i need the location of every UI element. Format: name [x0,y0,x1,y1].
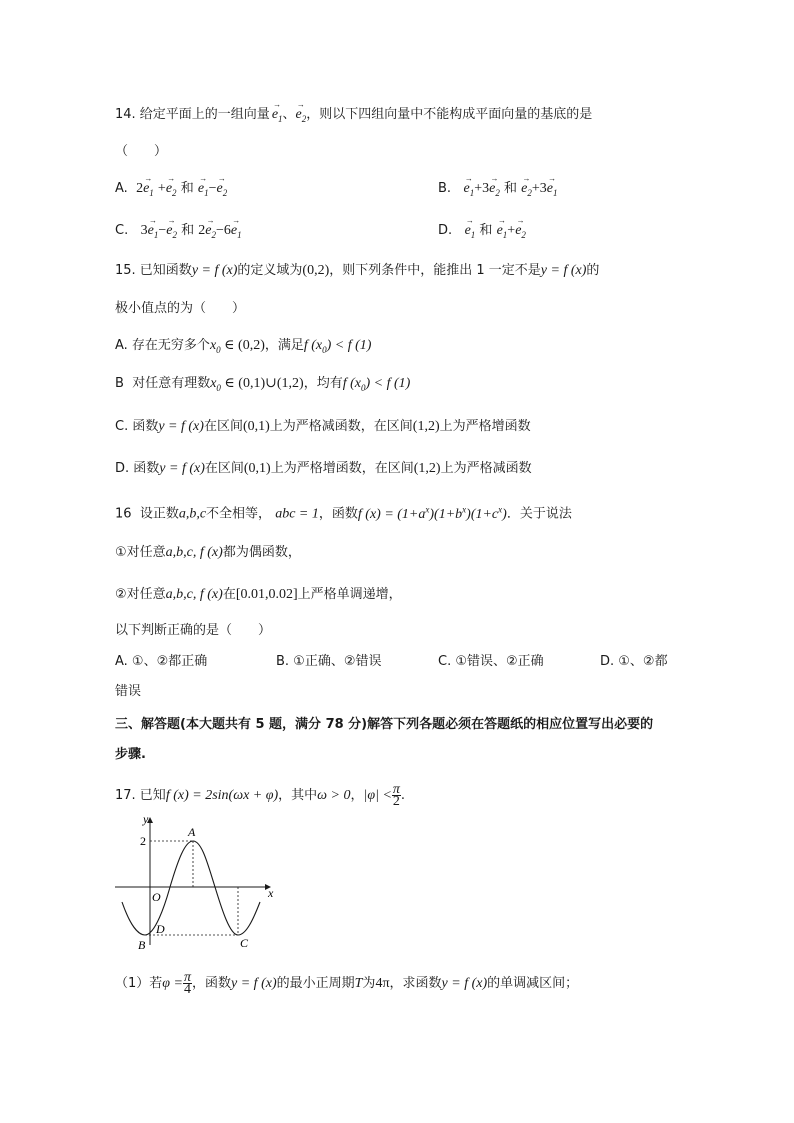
q17-part-1: （1）若φ = $\frac{\pi}{4}$ ，函数y = f (x)的最小正周期T为4π，求函数y = f (x)的单调减区间； [115,970,579,997]
q14-option-a[interactable]: A. $2\to e_1 +\to e_2$ 和 → $e_1-\to e_2$ [115,180,227,202]
q17-stem: 17. 已知f (x) = 2sin(ωx + φ)，其中ω > 0，|φ| < $\frac{\pi}{2}$ . [115,782,406,809]
y-label: y [143,812,149,826]
q16-stem: 16 设正数a,b,c不全相等， abc = 1，函数f $(x) = (1+a^x)(1+b^x)(1+c^x)$．关于说法 [115,504,572,522]
q14-answer-paren: （ ） [115,144,168,159]
origin-label: O [152,890,161,904]
section-3-heading: 三、解答题(本大题共有 5 题，满分 78 分)解答下列各题必须在答题纸的相应位置写出必要的 [115,717,654,732]
point-b-label: B [138,938,146,952]
sine-graph [110,810,285,955]
pi-over-2: $\frac{\pi}{2}$ [392,782,400,809]
q15-stem: 15. 已知函数y = f (x)的定义域为(0,2)，则下列条件中，能推出 1 一定不是y = f (x)的 [115,263,600,278]
q16-option-c[interactable]: C. ①错误、②正确 [438,654,544,669]
q16-statement-2: ②对任意a,b,c, f (x)在[0.01,0.02]上严格单调递增， [115,587,402,602]
q16-statement-1: ①对任意a,b,c, f (x)都为偶函数， [115,545,301,560]
point-d-label: D [156,922,165,936]
q16-option-b[interactable]: B. ①正确、②错误 [276,654,382,669]
q14-option-b[interactable]: B. → $e_1+3\to e_2$ 和 → $e_2+3\to e_1$ [438,180,557,202]
q16-option-d-cont: 错误 [115,684,142,699]
q16-question: 以下判断正确的是（ ） [115,623,272,638]
x-label: x [268,886,274,900]
q14-option-d[interactable]: D. → $e_1$ 和 → $e_1+\to e_2$ [438,222,526,244]
q15-option-c[interactable]: C. 函数y = f (x)在区间(0,1)上为严格减函数，在区间(1,2)上为严格增函数 [115,419,531,434]
q15-stem-line2: 极小值点的为（ ） [115,301,246,316]
section-3-heading-cont: 步骤. [115,747,146,762]
e1-vector: → $e_1$ [143,180,154,202]
q15-option-b[interactable]: B 对任意有理数$x_0$ ∈ (0,1)∪(1,2)，均有f $(x_0) < f$ (1) [115,376,411,393]
point-c-label: C [240,936,249,950]
q14-option-c[interactable]: C. $3\to e_1-\to e_2$ 和 $2\to e_2-6\to e_1$ [115,222,242,244]
pi-over-4: $\frac{\pi}{4}$ [183,970,191,997]
q14-stem: 14. 给定平面上的一组向量→ $e_1$、→ $e_2$，则以下四组向量中不能构成平面向量的基底的是 [115,106,592,128]
q16-option-d[interactable]: D. ①、②都 [600,654,668,669]
tick-label-2: 2 [140,834,146,848]
sine-curve [122,841,260,935]
q15-option-d[interactable]: D. 函数y = f (x)在区间(0,1)上为严格增函数，在区间(1,2)上为严格减函数 [115,461,532,476]
point-a-label: A [188,825,196,839]
q15-option-a[interactable]: A. 存在无穷多个$x_0$ ∈ (0,2)，满足f $(x_0) < f$ (1) [115,338,372,355]
q16-option-a[interactable]: A. ①、②都正确 [115,654,208,669]
